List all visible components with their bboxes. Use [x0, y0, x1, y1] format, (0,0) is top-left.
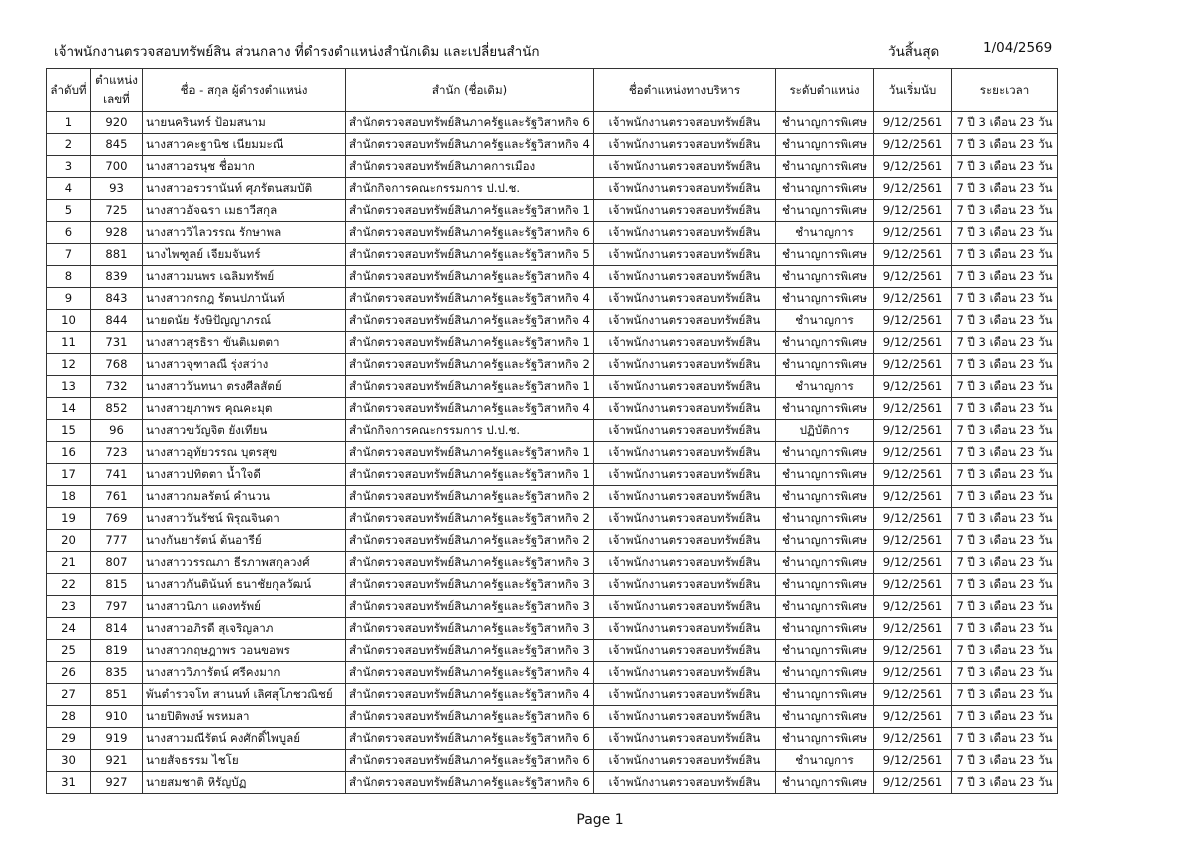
cell-start-date: 9/12/2561 — [874, 728, 952, 750]
cell-name: นางสาวปทิตตา น้ำใจดี — [143, 464, 346, 486]
cell-name: นายสมชาติ หิรัญบัฏ — [143, 772, 346, 794]
cell-name: นางสาววันรัชน์ พิรุณจินดา — [143, 508, 346, 530]
cell-office: สำนักตรวจสอบทรัพย์สินภาครัฐและรัฐวิสาหกิจ 2 — [346, 486, 594, 508]
cell-seq: 21 — [47, 552, 91, 574]
cell-start-date: 9/12/2561 — [874, 156, 952, 178]
table-row — [47, 310, 1058, 332]
table-row — [47, 706, 1058, 728]
table-row — [47, 112, 1058, 134]
cell-position-number: 843 — [91, 288, 143, 310]
cell-position-number: 93 — [91, 178, 143, 200]
cell-position-number: 919 — [91, 728, 143, 750]
cell-level: ชำนาญการ — [776, 310, 874, 332]
cell-duration: 7 ปี 3 เดือน 23 วัน — [952, 684, 1058, 706]
table-row — [47, 486, 1058, 508]
cell-duration: 7 ปี 3 เดือน 23 วัน — [952, 464, 1058, 486]
cell-duration: 7 ปี 3 เดือน 23 วัน — [952, 530, 1058, 552]
cell-office: สำนักตรวจสอบทรัพย์สินภาครัฐและรัฐวิสาหกิจ 1 — [346, 464, 594, 486]
col-header-level: ระดับตำแหน่ง — [776, 69, 874, 112]
cell-admin-position: เจ้าพนักงานตรวจสอบทรัพย์สิน — [594, 156, 776, 178]
cell-name: นางสาวมนพร เฉลิมทรัพย์ — [143, 266, 346, 288]
cell-admin-position: เจ้าพนักงานตรวจสอบทรัพย์สิน — [594, 310, 776, 332]
cell-level: ชำนาญการพิเศษ — [776, 662, 874, 684]
cell-name: นางสาวอัจฉรา เมธาวีสกุล — [143, 200, 346, 222]
col-header-position-number — [91, 69, 143, 112]
cell-name: นางสาวยุภาพร คุณคะมุต — [143, 398, 346, 420]
cell-seq: 25 — [47, 640, 91, 662]
cell-admin-position: เจ้าพนักงานตรวจสอบทรัพย์สิน — [594, 684, 776, 706]
cell-position-number: 845 — [91, 134, 143, 156]
cell-duration: 7 ปี 3 เดือน 23 วัน — [952, 398, 1058, 420]
cell-name: นางสาวอรนุช ชื่อมาก — [143, 156, 346, 178]
cell-office: สำนักตรวจสอบทรัพย์สินภาครัฐและรัฐวิสาหกิจ 4 — [346, 398, 594, 420]
table-row — [47, 552, 1058, 574]
table-row — [47, 662, 1058, 684]
cell-seq: 30 — [47, 750, 91, 772]
cell-duration: 7 ปี 3 เดือน 23 วัน — [952, 596, 1058, 618]
cell-office: สำนักตรวจสอบทรัพย์สินภาครัฐและรัฐวิสาหกิจ 4 — [346, 310, 594, 332]
cell-name: นางสาวกมลรัตน์ คำนวน — [143, 486, 346, 508]
cell-start-date: 9/12/2561 — [874, 750, 952, 772]
cell-duration: 7 ปี 3 เดือน 23 วัน — [952, 266, 1058, 288]
cell-duration: 7 ปี 3 เดือน 23 วัน — [952, 618, 1058, 640]
cell-admin-position: เจ้าพนักงานตรวจสอบทรัพย์สิน — [594, 464, 776, 486]
cell-seq: 2 — [47, 134, 91, 156]
cell-level: ชำนาญการพิเศษ — [776, 178, 874, 200]
cell-duration: 7 ปี 3 เดือน 23 วัน — [952, 508, 1058, 530]
cell-office: สำนักกิจการคณะกรรมการ ป.ป.ช. — [346, 178, 594, 200]
cell-start-date: 9/12/2561 — [874, 464, 952, 486]
cell-seq: 1 — [47, 112, 91, 134]
cell-position-number: 768 — [91, 354, 143, 376]
cell-admin-position: เจ้าพนักงานตรวจสอบทรัพย์สิน — [594, 288, 776, 310]
cell-seq: 8 — [47, 266, 91, 288]
cell-start-date: 9/12/2561 — [874, 420, 952, 442]
cell-position-number: 851 — [91, 684, 143, 706]
cell-name: นางสาวมณีรัตน์ คงศักดิ์ไพบูลย์ — [143, 728, 346, 750]
cell-duration: 7 ปี 3 เดือน 23 วัน — [952, 420, 1058, 442]
cell-office: สำนักตรวจสอบทรัพย์สินภาครัฐและรัฐวิสาหกิจ 1 — [346, 376, 594, 398]
cell-level: ชำนาญการพิเศษ — [776, 640, 874, 662]
cell-position-number: 723 — [91, 442, 143, 464]
cell-duration: 7 ปี 3 เดือน 23 วัน — [952, 662, 1058, 684]
table-row — [47, 596, 1058, 618]
cell-admin-position: เจ้าพนักงานตรวจสอบทรัพย์สิน — [594, 266, 776, 288]
cell-level: ชำนาญการพิเศษ — [776, 574, 874, 596]
cell-start-date: 9/12/2561 — [874, 398, 952, 420]
table-row — [47, 772, 1058, 794]
cell-position-number: 927 — [91, 772, 143, 794]
cell-admin-position: เจ้าพนักงานตรวจสอบทรัพย์สิน — [594, 112, 776, 134]
table-row — [47, 464, 1058, 486]
cell-duration: 7 ปี 3 เดือน 23 วัน — [952, 486, 1058, 508]
cell-seq: 10 — [47, 310, 91, 332]
cell-level: ชำนาญการ — [776, 376, 874, 398]
cell-office: สำนักตรวจสอบทรัพย์สินภาครัฐและรัฐวิสาหกิจ 6 — [346, 706, 594, 728]
cell-seq: 31 — [47, 772, 91, 794]
cell-level: ชำนาญการพิเศษ — [776, 398, 874, 420]
cell-admin-position: เจ้าพนักงานตรวจสอบทรัพย์สิน — [594, 618, 776, 640]
cell-office: สำนักตรวจสอบทรัพย์สินภาคการเมือง — [346, 156, 594, 178]
cell-name: นายสัจธรรม ไชโย — [143, 750, 346, 772]
cell-seq: 4 — [47, 178, 91, 200]
cell-office: สำนักตรวจสอบทรัพย์สินภาครัฐและรัฐวิสาหกิจ 4 — [346, 684, 594, 706]
cell-seq: 23 — [47, 596, 91, 618]
cell-name: นางสาววรรณภา ธีรภาพสกุลวงศ์ — [143, 552, 346, 574]
cell-level: ชำนาญการพิเศษ — [776, 728, 874, 750]
table-row — [47, 420, 1058, 442]
cell-duration: 7 ปี 3 เดือน 23 วัน — [952, 332, 1058, 354]
cell-position-number: 910 — [91, 706, 143, 728]
cell-position-number: 921 — [91, 750, 143, 772]
cell-name: นายดนัย รังษิปัญญาภรณ์ — [143, 310, 346, 332]
cell-seq: 13 — [47, 376, 91, 398]
cell-duration: 7 ปี 3 เดือน 23 วัน — [952, 354, 1058, 376]
cell-name: นางกันยารัตน์ ต้นอารีย์ — [143, 530, 346, 552]
cell-office: สำนักตรวจสอบทรัพย์สินภาครัฐและรัฐวิสาหกิจ 2 — [346, 508, 594, 530]
cell-name: นางสาวอภิรดี สุเจริญลาภ — [143, 618, 346, 640]
cell-level: ชำนาญการพิเศษ — [776, 156, 874, 178]
table-row — [47, 200, 1058, 222]
cell-level: ชำนาญการพิเศษ — [776, 134, 874, 156]
cell-position-number: 839 — [91, 266, 143, 288]
cell-duration: 7 ปี 3 เดือน 23 วัน — [952, 728, 1058, 750]
cell-position-number: 96 — [91, 420, 143, 442]
cell-admin-position: เจ้าพนักงานตรวจสอบทรัพย์สิน — [594, 420, 776, 442]
cell-start-date: 9/12/2561 — [874, 134, 952, 156]
col-header-admin-position: ชื่อตำแหน่งทางบริหาร — [594, 69, 776, 112]
cell-admin-position: เจ้าพนักงานตรวจสอบทรัพย์สิน — [594, 376, 776, 398]
col-header-duration: ระยะเวลา — [952, 69, 1058, 112]
cell-admin-position: เจ้าพนักงานตรวจสอบทรัพย์สิน — [594, 244, 776, 266]
cell-seq: 15 — [47, 420, 91, 442]
cell-duration: 7 ปี 3 เดือน 23 วัน — [952, 288, 1058, 310]
cell-start-date: 9/12/2561 — [874, 332, 952, 354]
cell-name: นางสาววิไลวรรณ รักษาพล — [143, 222, 346, 244]
cell-level: ชำนาญการพิเศษ — [776, 530, 874, 552]
cell-admin-position: เจ้าพนักงานตรวจสอบทรัพย์สิน — [594, 332, 776, 354]
cell-duration: 7 ปี 3 เดือน 23 วัน — [952, 772, 1058, 794]
cell-admin-position: เจ้าพนักงานตรวจสอบทรัพย์สิน — [594, 640, 776, 662]
cell-office: สำนักตรวจสอบทรัพย์สินภาครัฐและรัฐวิสาหกิจ 3 — [346, 618, 594, 640]
cell-level: ชำนาญการพิเศษ — [776, 618, 874, 640]
cell-duration: 7 ปี 3 เดือน 23 วัน — [952, 156, 1058, 178]
cell-start-date: 9/12/2561 — [874, 640, 952, 662]
cell-duration: 7 ปี 3 เดือน 23 วัน — [952, 706, 1058, 728]
cell-start-date: 9/12/2561 — [874, 772, 952, 794]
cell-admin-position: เจ้าพนักงานตรวจสอบทรัพย์สิน — [594, 200, 776, 222]
table-row — [47, 156, 1058, 178]
cell-seq: 6 — [47, 222, 91, 244]
cell-start-date: 9/12/2561 — [874, 288, 952, 310]
cell-admin-position: เจ้าพนักงานตรวจสอบทรัพย์สิน — [594, 222, 776, 244]
cell-seq: 5 — [47, 200, 91, 222]
cell-admin-position: เจ้าพนักงานตรวจสอบทรัพย์สิน — [594, 134, 776, 156]
cell-level: ชำนาญการพิเศษ — [776, 442, 874, 464]
cell-position-number: 814 — [91, 618, 143, 640]
table-row — [47, 134, 1058, 156]
cell-seq: 7 — [47, 244, 91, 266]
cell-start-date: 9/12/2561 — [874, 486, 952, 508]
col-header-position-number-line2: เลขที่ — [103, 92, 130, 106]
table-row — [47, 530, 1058, 552]
cell-seq: 22 — [47, 574, 91, 596]
cell-seq: 24 — [47, 618, 91, 640]
cell-position-number: 700 — [91, 156, 143, 178]
cell-seq: 16 — [47, 442, 91, 464]
cell-office: สำนักตรวจสอบทรัพย์สินภาครัฐและรัฐวิสาหกิจ 3 — [346, 640, 594, 662]
cell-office: สำนักตรวจสอบทรัพย์สินภาครัฐและรัฐวิสาหกิจ 1 — [346, 200, 594, 222]
table-row — [47, 332, 1058, 354]
cell-position-number: 844 — [91, 310, 143, 332]
cell-position-number: 928 — [91, 222, 143, 244]
col-header-seq: ลำดับที่ — [47, 69, 91, 112]
personnel-table — [46, 68, 1058, 794]
cell-name: นางสาวจุฑาลณี รุ่งสว่าง — [143, 354, 346, 376]
cell-admin-position: เจ้าพนักงานตรวจสอบทรัพย์สิน — [594, 354, 776, 376]
cell-name: นางสาวคะฐานิช เนียมมะณี — [143, 134, 346, 156]
cell-office: สำนักตรวจสอบทรัพย์สินภาครัฐและรัฐวิสาหกิจ 6 — [346, 222, 594, 244]
cell-start-date: 9/12/2561 — [874, 354, 952, 376]
table-row — [47, 508, 1058, 530]
cell-level: ชำนาญการพิเศษ — [776, 552, 874, 574]
cell-office: สำนักตรวจสอบทรัพย์สินภาครัฐและรัฐวิสาหกิจ 6 — [346, 750, 594, 772]
cell-start-date: 9/12/2561 — [874, 508, 952, 530]
table-row — [47, 574, 1058, 596]
table-row — [47, 244, 1058, 266]
cell-name: นางไพฑูลย์ เจียมจันทร์ — [143, 244, 346, 266]
cell-level: ชำนาญการพิเศษ — [776, 706, 874, 728]
cell-duration: 7 ปี 3 เดือน 23 วัน — [952, 376, 1058, 398]
cell-start-date: 9/12/2561 — [874, 222, 952, 244]
cell-duration: 7 ปี 3 เดือน 23 วัน — [952, 442, 1058, 464]
cell-admin-position: เจ้าพนักงานตรวจสอบทรัพย์สิน — [594, 178, 776, 200]
cell-name: นางสาวกันติน้นท์ ธนาชัยกุลวัฒน์ — [143, 574, 346, 596]
cell-start-date: 9/12/2561 — [874, 552, 952, 574]
cell-name: นายนครินทร์ ป้อมสนาม — [143, 112, 346, 134]
cell-name: นางสาวกฤษฎาพร วอนขอพร — [143, 640, 346, 662]
cell-admin-position: เจ้าพนักงานตรวจสอบทรัพย์สิน — [594, 508, 776, 530]
cell-office: สำนักตรวจสอบทรัพย์สินภาครัฐและรัฐวิสาหกิจ 4 — [346, 266, 594, 288]
cell-start-date: 9/12/2561 — [874, 376, 952, 398]
cell-level: ชำนาญการ — [776, 750, 874, 772]
cell-position-number: 725 — [91, 200, 143, 222]
cell-office: สำนักตรวจสอบทรัพย์สินภาครัฐและรัฐวิสาหกิจ 5 — [346, 244, 594, 266]
cell-level: ชำนาญการพิเศษ — [776, 266, 874, 288]
cell-office: สำนักตรวจสอบทรัพย์สินภาครัฐและรัฐวิสาหกิจ 4 — [346, 662, 594, 684]
cell-start-date: 9/12/2561 — [874, 684, 952, 706]
cell-office: สำนักตรวจสอบทรัพย์สินภาครัฐและรัฐวิสาหกิจ 1 — [346, 332, 594, 354]
cell-office: สำนักตรวจสอบทรัพย์สินภาครัฐและรัฐวิสาหกิจ 6 — [346, 772, 594, 794]
cell-position-number: 819 — [91, 640, 143, 662]
cell-start-date: 9/12/2561 — [874, 244, 952, 266]
cell-level: ชำนาญการพิเศษ — [776, 508, 874, 530]
table-header-row — [47, 69, 1058, 112]
cell-start-date: 9/12/2561 — [874, 266, 952, 288]
cell-name: นางสาวนิภา แดงทรัพย์ — [143, 596, 346, 618]
cell-duration: 7 ปี 3 เดือน 23 วัน — [952, 244, 1058, 266]
cell-level: ชำนาญการพิเศษ — [776, 244, 874, 266]
cell-admin-position: เจ้าพนักงานตรวจสอบทรัพย์สิน — [594, 574, 776, 596]
table-row — [47, 354, 1058, 376]
cell-admin-position: เจ้าพนักงานตรวจสอบทรัพย์สิน — [594, 398, 776, 420]
cell-name: นางสาวอรวรานันท์ ศุภรัตนสมบัติ — [143, 178, 346, 200]
cell-seq: 14 — [47, 398, 91, 420]
col-header-office: สำนัก (ชื่อเดิม) — [346, 69, 594, 112]
cell-start-date: 9/12/2561 — [874, 706, 952, 728]
table-row — [47, 376, 1058, 398]
cell-admin-position: เจ้าพนักงานตรวจสอบทรัพย์สิน — [594, 750, 776, 772]
cell-office: สำนักตรวจสอบทรัพย์สินภาครัฐและรัฐวิสาหกิจ 6 — [346, 728, 594, 750]
cell-level: ชำนาญการ — [776, 222, 874, 244]
cell-level: ชำนาญการพิเศษ — [776, 112, 874, 134]
cell-name: นางสาวขวัญจิต ยังเทียน — [143, 420, 346, 442]
cell-admin-position: เจ้าพนักงานตรวจสอบทรัพย์สิน — [594, 706, 776, 728]
cell-office: สำนักตรวจสอบทรัพย์สินภาครัฐและรัฐวิสาหกิจ 3 — [346, 574, 594, 596]
cell-name: พันตำรวจโท สานนท์ เลิศสุโภชวณิชย์ — [143, 684, 346, 706]
cell-seq: 29 — [47, 728, 91, 750]
cell-level: ปฏิบัติการ — [776, 420, 874, 442]
cell-seq: 18 — [47, 486, 91, 508]
cell-level: ชำนาญการพิเศษ — [776, 684, 874, 706]
cell-level: ชำนาญการพิเศษ — [776, 464, 874, 486]
cell-name: นางสาวอุทัยวรรณ บุตรสุข — [143, 442, 346, 464]
table-row — [47, 750, 1058, 772]
cell-position-number: 732 — [91, 376, 143, 398]
table-row — [47, 618, 1058, 640]
cell-admin-position: เจ้าพนักงานตรวจสอบทรัพย์สิน — [594, 728, 776, 750]
cell-seq: 9 — [47, 288, 91, 310]
cell-office: สำนักตรวจสอบทรัพย์สินภาครัฐและรัฐวิสาหกิจ 3 — [346, 552, 594, 574]
table-body — [47, 112, 1058, 794]
cell-admin-position: เจ้าพนักงานตรวจสอบทรัพย์สิน — [594, 662, 776, 684]
cell-position-number: 835 — [91, 662, 143, 684]
cell-start-date: 9/12/2561 — [874, 530, 952, 552]
cell-seq: 11 — [47, 332, 91, 354]
cell-start-date: 9/12/2561 — [874, 442, 952, 464]
cell-seq: 17 — [47, 464, 91, 486]
cell-name: นางสาววันทนา ตรงศีลสัตย์ — [143, 376, 346, 398]
cell-seq: 28 — [47, 706, 91, 728]
cell-start-date: 9/12/2561 — [874, 310, 952, 332]
cell-duration: 7 ปี 3 เดือน 23 วัน — [952, 310, 1058, 332]
cell-seq: 19 — [47, 508, 91, 530]
cell-start-date: 9/12/2561 — [874, 618, 952, 640]
cell-name: นางสาวสุรธิรา ขันติเมตตา — [143, 332, 346, 354]
cell-start-date: 9/12/2561 — [874, 112, 952, 134]
cell-office: สำนักตรวจสอบทรัพย์สินภาครัฐและรัฐวิสาหกิจ 3 — [346, 596, 594, 618]
table-row — [47, 178, 1058, 200]
cell-position-number: 881 — [91, 244, 143, 266]
cell-seq: 3 — [47, 156, 91, 178]
cell-office: สำนักกิจการคณะกรรมการ ป.ป.ช. — [346, 420, 594, 442]
cell-admin-position: เจ้าพนักงานตรวจสอบทรัพย์สิน — [594, 552, 776, 574]
cell-duration: 7 ปี 3 เดือน 23 วัน — [952, 750, 1058, 772]
col-header-name: ชื่อ - สกุล ผู้ดำรงตำแหน่ง — [143, 69, 346, 112]
cell-office: สำนักตรวจสอบทรัพย์สินภาครัฐและรัฐวิสาหกิจ 2 — [346, 530, 594, 552]
cell-level: ชำนาญการพิเศษ — [776, 200, 874, 222]
table-row — [47, 398, 1058, 420]
page-number: Page 1 — [576, 812, 624, 828]
end-date-label: วันสิ้นสุด — [888, 44, 940, 60]
cell-name: นายปิติพงษ์ พรหมลา — [143, 706, 346, 728]
cell-duration: 7 ปี 3 เดือน 23 วัน — [952, 640, 1058, 662]
table-row — [47, 266, 1058, 288]
cell-seq: 26 — [47, 662, 91, 684]
cell-seq: 20 — [47, 530, 91, 552]
cell-admin-position: เจ้าพนักงานตรวจสอบทรัพย์สิน — [594, 596, 776, 618]
cell-position-number: 852 — [91, 398, 143, 420]
cell-level: ชำนาญการพิเศษ — [776, 332, 874, 354]
cell-admin-position: เจ้าพนักงานตรวจสอบทรัพย์สิน — [594, 772, 776, 794]
cell-office: สำนักตรวจสอบทรัพย์สินภาครัฐและรัฐวิสาหกิจ 6 — [346, 112, 594, 134]
cell-start-date: 9/12/2561 — [874, 596, 952, 618]
cell-duration: 7 ปี 3 เดือน 23 วัน — [952, 574, 1058, 596]
cell-duration: 7 ปี 3 เดือน 23 วัน — [952, 112, 1058, 134]
cell-office: สำนักตรวจสอบทรัพย์สินภาครัฐและรัฐวิสาหกิจ 2 — [346, 354, 594, 376]
table-row — [47, 640, 1058, 662]
cell-level: ชำนาญการพิเศษ — [776, 354, 874, 376]
cell-name: นางสาวกรกฎ รัตนปภานันท์ — [143, 288, 346, 310]
cell-duration: 7 ปี 3 เดือน 23 วัน — [952, 178, 1058, 200]
table-row — [47, 222, 1058, 244]
cell-start-date: 9/12/2561 — [874, 178, 952, 200]
col-header-start-date: วันเริ่มนับ — [874, 69, 952, 112]
cell-position-number: 769 — [91, 508, 143, 530]
cell-start-date: 9/12/2561 — [874, 200, 952, 222]
cell-seq: 27 — [47, 684, 91, 706]
end-date-value: 1/04/2569 — [983, 40, 1053, 56]
cell-start-date: 9/12/2561 — [874, 574, 952, 596]
cell-admin-position: เจ้าพนักงานตรวจสอบทรัพย์สิน — [594, 530, 776, 552]
cell-office: สำนักตรวจสอบทรัพย์สินภาครัฐและรัฐวิสาหกิจ 4 — [346, 288, 594, 310]
cell-admin-position: เจ้าพนักงานตรวจสอบทรัพย์สิน — [594, 486, 776, 508]
cell-office: สำนักตรวจสอบทรัพย์สินภาครัฐและรัฐวิสาหกิจ 1 — [346, 442, 594, 464]
cell-level: ชำนาญการพิเศษ — [776, 486, 874, 508]
cell-duration: 7 ปี 3 เดือน 23 วัน — [952, 200, 1058, 222]
table-row — [47, 442, 1058, 464]
table-row — [47, 728, 1058, 750]
cell-position-number: 797 — [91, 596, 143, 618]
cell-duration: 7 ปี 3 เดือน 23 วัน — [952, 552, 1058, 574]
table-row — [47, 684, 1058, 706]
cell-position-number: 777 — [91, 530, 143, 552]
cell-level: ชำนาญการพิเศษ — [776, 596, 874, 618]
cell-position-number: 815 — [91, 574, 143, 596]
cell-name: นางสาววิภารัตน์ ศรีคงมาก — [143, 662, 346, 684]
table-row — [47, 288, 1058, 310]
cell-position-number: 807 — [91, 552, 143, 574]
cell-duration: 7 ปี 3 เดือน 23 วัน — [952, 222, 1058, 244]
cell-seq: 12 — [47, 354, 91, 376]
cell-position-number: 920 — [91, 112, 143, 134]
cell-level: ชำนาญการพิเศษ — [776, 288, 874, 310]
cell-start-date: 9/12/2561 — [874, 662, 952, 684]
cell-level: ชำนาญการพิเศษ — [776, 772, 874, 794]
cell-duration: 7 ปี 3 เดือน 23 วัน — [952, 134, 1058, 156]
cell-position-number: 731 — [91, 332, 143, 354]
cell-office: สำนักตรวจสอบทรัพย์สินภาครัฐและรัฐวิสาหกิจ 4 — [346, 134, 594, 156]
col-header-position-number-line1: ตำแหน่ง — [95, 73, 138, 87]
page-title: เจ้าพนักงานตรวจสอบทรัพย์สิน ส่วนกลาง ที่ดำรงตำแหน่งสำนักเดิม และเปลี่ยนสำนัก — [54, 44, 540, 60]
cell-position-number: 741 — [91, 464, 143, 486]
cell-admin-position: เจ้าพนักงานตรวจสอบทรัพย์สิน — [594, 442, 776, 464]
cell-position-number: 761 — [91, 486, 143, 508]
